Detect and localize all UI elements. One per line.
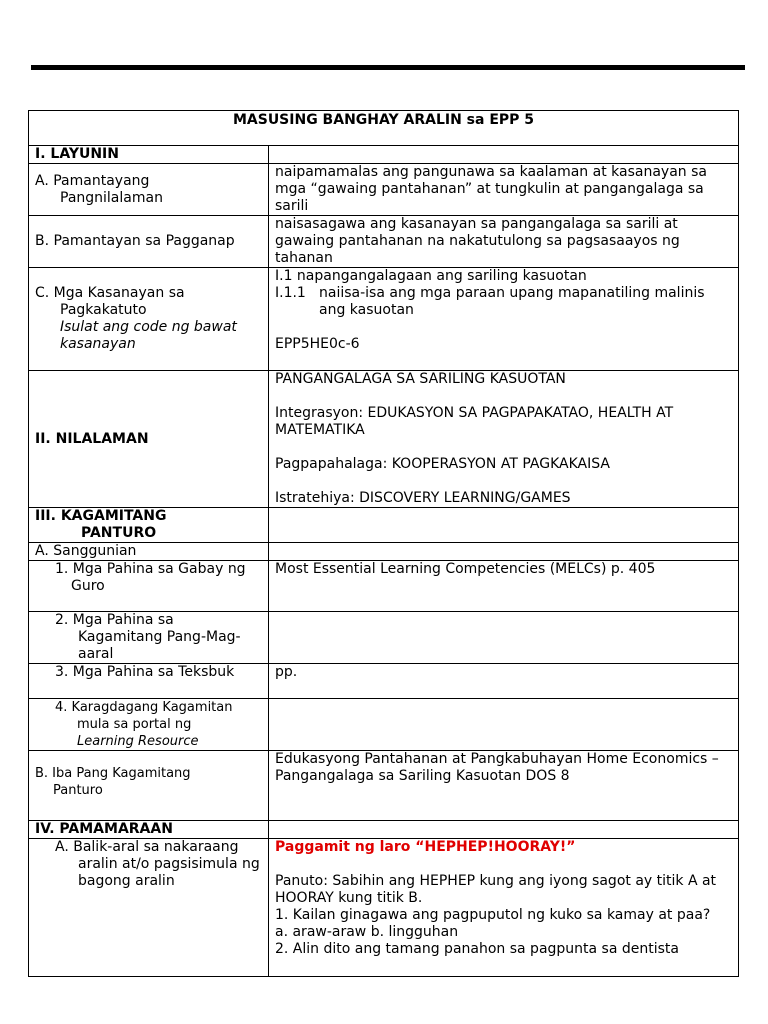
nilalaman-row	[29, 371, 739, 508]
label-text: 1. Mga Pahina sa Gabay ng Guro	[55, 561, 246, 594]
empty-cell	[269, 508, 739, 543]
kasanayan-subitem	[275, 285, 732, 319]
nilalaman-heading: II. NILALAMAN	[29, 371, 269, 508]
top-rule	[31, 65, 745, 70]
sanggunian-row	[29, 543, 739, 561]
teksbuk-value: pp.	[269, 664, 739, 699]
label-text: 2. Mga Pahina sa Kagamitang Pang-Mag-aaral	[55, 612, 241, 662]
teksbuk-row	[29, 664, 739, 699]
lesson-plan-table	[28, 110, 739, 977]
empty-cell	[269, 543, 739, 561]
label-line: C. Mga Kasanayan sa	[35, 285, 185, 301]
label-line: Panturo	[53, 783, 103, 798]
label-line: kasanayan	[60, 336, 136, 352]
balik-aral-row	[29, 839, 739, 977]
gabay-guro-value: Most Essential Learning Competencies (MELCs) p. 405	[269, 561, 739, 612]
nilalaman-integrasyon: Integrasyon: EDUKASYON SA PAGPAPAKATAO, HEALTH AT MATEMATIKA	[275, 405, 674, 438]
title-row	[29, 111, 739, 146]
label-text: A. Balik-aral sa nakaraang aralin at/o pagsisimula ng bagong aralin	[55, 839, 260, 889]
kagamitang-panturo-row	[29, 508, 739, 543]
pamantayang-pangnilalaman-label	[29, 164, 269, 216]
heading-line: PANTURO	[81, 525, 157, 541]
pamantayang-pangnilalaman-value: naipamamalas ang pangunawa sa kaalaman at kasanayan sa mga “gawaing pantahanan” at tungkulin at pangangalaga sa sarili	[269, 164, 739, 216]
label-line: mula sa portal ng	[77, 717, 192, 732]
iba-pang-row	[29, 751, 739, 821]
pamamaraan-heading: IV. PAMAMARAAN	[29, 821, 269, 839]
label-line: 4. Karagdagang Kagamitan	[55, 700, 233, 715]
pamantayan-sa-pagganap-row	[29, 216, 739, 268]
kasanayan-label	[29, 268, 269, 371]
balik-aral-value	[269, 839, 739, 977]
question-1-choices: a. araw-araw b. lingguhan	[275, 924, 459, 940]
label-line: Learning Resource	[77, 734, 199, 749]
question-1: 1. Kailan ginagawa ang pagpuputol ng kuko sa kamay at paa?	[275, 907, 711, 923]
label-line: Isulat ang code ng bawat	[60, 319, 237, 335]
kasanayan-value	[269, 268, 739, 371]
pamantayan-sa-pagganap-value: naisasagawa ang kasanayan sa pangangalaga sa sarili at gawaing pantahanan na nakatutulong sa pagsasaayos ng tahanan	[269, 216, 739, 268]
game-title: Paggamit ng laro “HEPHEP!HOORAY!”	[275, 839, 576, 855]
kagamitang-panturo-heading	[29, 508, 269, 543]
karagdagang-row	[29, 699, 739, 751]
iba-pang-label	[29, 751, 269, 821]
label-line: A. Pamantayang	[35, 172, 150, 189]
pamantayang-pangnilalaman-row	[29, 164, 739, 216]
gabay-guro-row	[29, 561, 739, 612]
pamantayan-sa-pagganap-label: B. Pamantayan sa Pagganap	[29, 216, 269, 268]
iba-pang-value: Edukasyong Pantahanan at Pangkabuhayan Home Economics –Pangangalaga sa Sariling Kasuotan DOS 8	[269, 751, 739, 821]
kasanayan-row	[29, 268, 739, 371]
document-title: MASUSING BANGHAY ARALIN sa EPP 5	[29, 111, 739, 146]
panuto-text: Panuto: Sabihin ang HEPHEP kung ang iyong sagot ay titik A at HOORAY kung titik B.	[275, 873, 717, 906]
nilalaman-pagpapahalaga: Pagpapahalaga: KOOPERASYON AT PAGKAKAISA	[275, 456, 610, 472]
kagamitang-mag-aaral-value	[269, 612, 739, 664]
layunin-heading: I. LAYUNIN	[29, 146, 269, 164]
layunin-row	[29, 146, 739, 164]
empty-cell	[269, 146, 739, 164]
competency-code: EPP5HE0c-6	[275, 336, 360, 352]
gabay-guro-label	[29, 561, 269, 612]
nilalaman-istratehiya: Istratehiya: DISCOVERY LEARNING/GAMES	[275, 490, 571, 506]
kasanayan-item: I.1 napangangalagaan ang sariling kasuotan	[275, 268, 587, 284]
balik-aral-label	[29, 839, 269, 977]
nilalaman-topic: PANGANGALAGA SA SARILING KASUOTAN	[275, 371, 566, 387]
pamamaraan-row	[29, 821, 739, 839]
subitem-text: naiisa-isa ang mga paraan upang mapanatiling malinis ang kasuotan	[319, 285, 705, 318]
nilalaman-value	[269, 371, 739, 508]
sanggunian-label: A. Sanggunian	[29, 543, 269, 561]
kagamitang-mag-aaral-label	[29, 612, 269, 664]
karagdagang-value	[269, 699, 739, 751]
question-2: 2. Alin dito ang tamang panahon sa pagpunta sa dentista	[275, 941, 679, 957]
kagamitang-mag-aaral-row	[29, 612, 739, 664]
heading-line: III. KAGAMITANG	[35, 508, 167, 524]
label-line: Pagkakatuto	[60, 302, 147, 318]
subitem-number: I.1.1	[275, 285, 306, 301]
empty-cell	[269, 821, 739, 839]
label-line: B. Iba Pang Kagamitang	[35, 766, 191, 781]
karagdagang-label	[29, 699, 269, 751]
teksbuk-label: 3. Mga Pahina sa Teksbuk	[29, 664, 269, 699]
label-line: Pangnilalaman	[60, 189, 163, 206]
